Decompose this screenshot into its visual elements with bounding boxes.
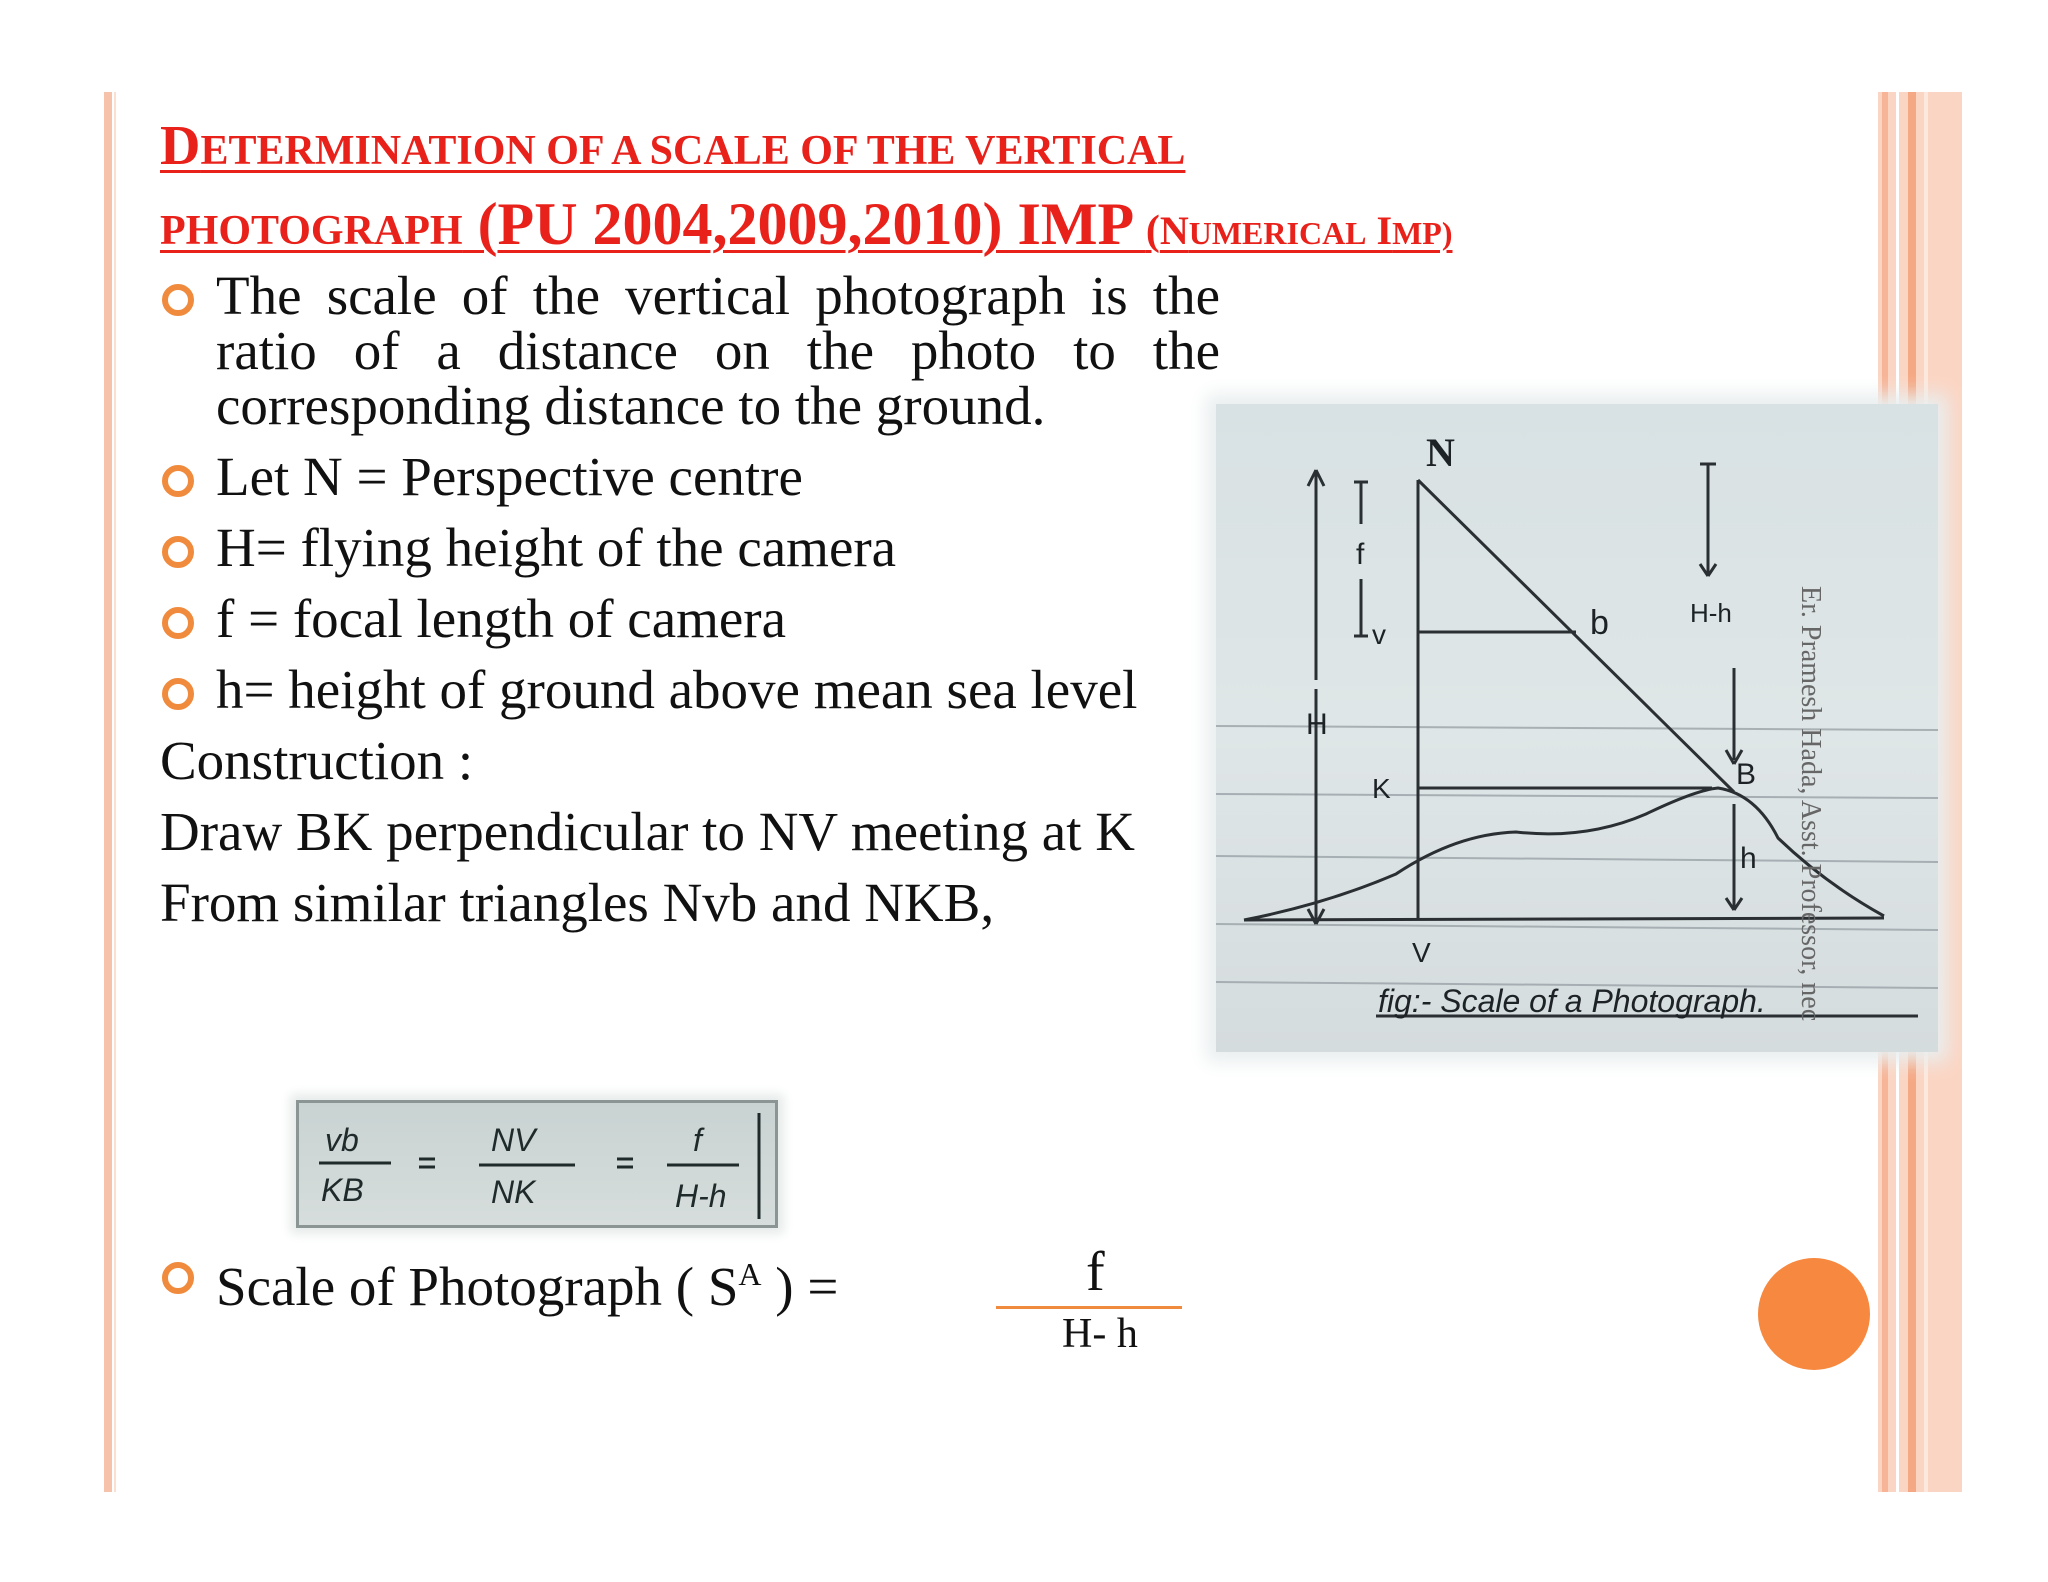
bullet-item: h= height of ground above mean sea level [160,662,1220,717]
figure-label-f: f [1356,538,1365,571]
figure-label-N: N [1426,430,1455,475]
bullet-circle-icon [162,1262,194,1294]
similar-triangles-formula-image [296,1100,778,1228]
formula-term-KB: KB [321,1172,364,1208]
decorative-orange-circle [1758,1258,1870,1370]
formula-term-H-h: H-h [675,1178,727,1214]
formula-term-vb: vb [325,1122,359,1158]
scale-of-photograph-bullet: Scale of Photograph ( $S^A$ ) = [160,1244,838,1317]
scale-fraction-bar [996,1306,1182,1309]
figure-sketch [1216,404,1938,1052]
figure-label-v: v [1372,619,1386,650]
title-line-2: PHOTOGRAPH (PU 2004,2009,2010) IMP (NUMERICAL IMP) [160,191,1453,257]
slide-title [160,114,1760,272]
figure-label-h: h [1740,842,1757,875]
bullet-circle-icon [162,465,194,497]
bullet-list [160,265,1220,946]
bullet-item: H= flying height of the camera [160,520,1220,575]
figure-label-b: b [1590,604,1609,642]
bullet-circle-icon [162,678,194,710]
figure-label-H-h: H-h [1690,598,1732,628]
figure-label-B: B [1736,758,1757,791]
formula-term-NV: NV [491,1122,536,1158]
left-border-rule-light [114,92,116,1492]
scale-numerator: f [1086,1241,1105,1303]
formula-sketch [299,1103,775,1225]
bullet-item: The scale of the vertical photograph is the ratio of a distance on the photo to the corresponding distance to the ground. [160,268,1220,433]
bullet-item: Let N = Perspective centre [160,449,1220,504]
figure-label-V: V [1412,937,1431,968]
formula-term-f: f [693,1122,702,1158]
formula-term-NK: NK [491,1174,536,1210]
scale-denominator: H- h [1062,1311,1138,1357]
bullet-circle-icon [162,536,194,568]
bullet-circle-icon [162,284,194,316]
figure-caption: fig:- Scale of a Photograph. [1378,983,1766,1019]
similar-triangles-text: From similar triangles Nvb and NKB, [160,872,995,933]
bullet-circle-icon [162,607,194,639]
construction-step: Draw BK perpendicular to NV meeting at K [160,801,1135,862]
title-line-1: DETERMINATION OF A SCALE OF THE VERTICAL [160,115,1186,177]
bullet-item: f = focal length of camera [160,591,1220,646]
figure-label-K: K [1372,773,1391,804]
left-border-rule [104,92,112,1492]
scale-of-photograph-figure [1216,404,1938,1052]
author-credit: Er. Pramesh Hada, Asst. Professor, nec [1795,586,1826,1022]
figure-label-H: H [1306,708,1328,741]
construction-heading: Construction : [160,730,474,791]
